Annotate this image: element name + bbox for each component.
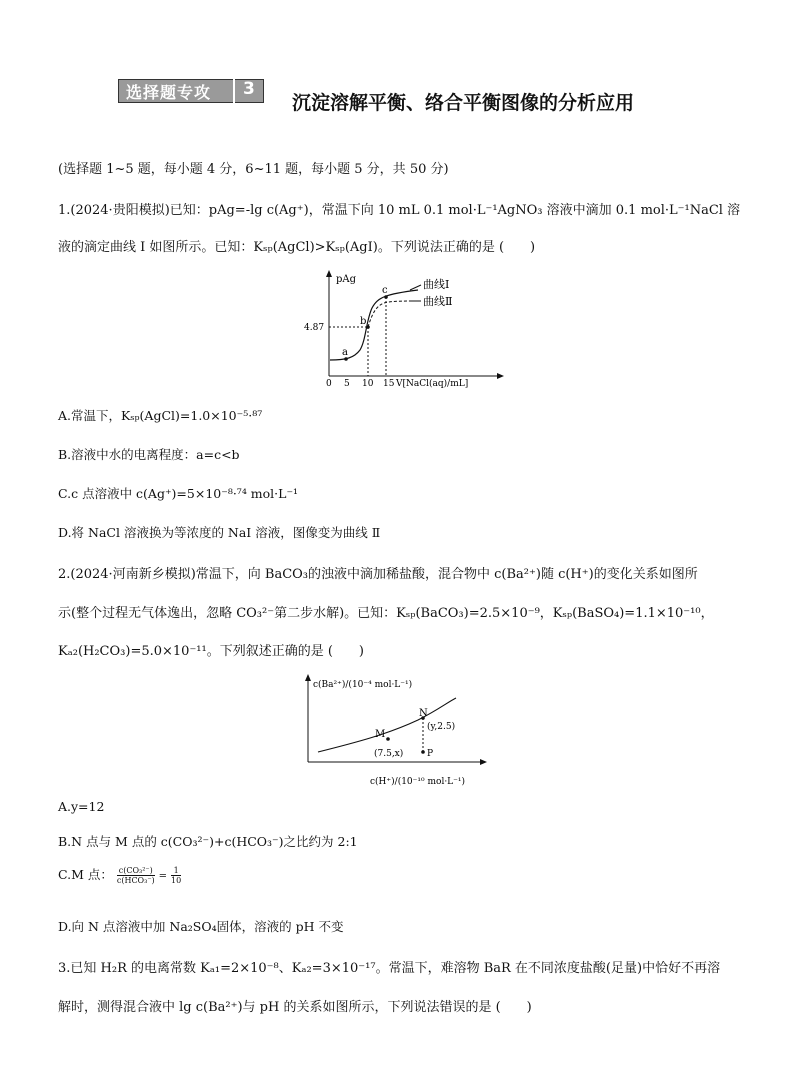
q2-y-arrow [305,674,311,681]
q2-option-c-ratio-num: 1 [171,866,181,876]
q2-label-n-coord: (y,2.5) [427,722,456,732]
q2-x-arrow [480,759,487,765]
q1-leader-1 [410,285,421,290]
q1-y-tick: 4.87 [304,323,325,333]
q2-y-label: c(Ba²⁺)/(10⁻⁴ mol·L⁻¹) [313,680,413,690]
q2-option-b[interactable]: B.N 点与 M 点的 c(CO₃²⁻)+c(HCO₃⁻)之比约为 2:1 [58,834,358,849]
q1-curve-2 [368,301,418,327]
q2-point-m [386,737,390,741]
q2-label-n: N [419,708,428,719]
q1-x-tick-15: 15 [383,379,395,389]
q1-label-c: c [382,285,388,296]
q2-option-a[interactable]: A.y=12 [58,799,105,814]
q1-option-c[interactable]: C.c 点溶液中 c(Ag⁺)=5×10⁻⁸·⁷⁴ mol·L⁻¹ [58,486,299,501]
q2-option-d[interactable]: D.向 N 点溶液中加 Na₂SO₄固体，溶液的 pH 不变 [58,919,344,934]
q3-stem-line2: 解时，测得混合液中 lg c(Ba²⁺)与 pH 的关系如图所示，下列说法错误的是 ( ) [58,1000,532,1015]
q1-label-b: b [360,316,367,327]
q2-option-c-fraction [117,866,155,885]
intro-text: (选择题 1~5 题，每小题 4 分，6~11 题，每小题 5 分，共 50 分) [58,162,449,177]
q2-option-c-ratio [171,866,181,885]
q1-x-label: V[NaCl(aq)/mL] [396,379,469,389]
q2-label-m-coord: (7.5,x) [374,749,404,759]
q1-curve2-label: 曲线Ⅱ [423,295,453,308]
q1-x-tick-5: 5 [344,379,350,389]
section-badge-number: 3 [243,79,255,99]
q1-label-a: a [342,347,348,358]
q1-x-tick-10: 10 [362,379,374,389]
section-badge-label: 选择题专攻 [126,83,212,102]
q2-option-c-numerator: c(CO₃²⁻) [118,866,153,875]
q2-option-c[interactable] [58,865,181,885]
q1-option-b[interactable]: B.溶液中水的电离程度：a=c<b [58,447,240,462]
q2-option-c-equals: = [158,871,168,882]
q1-point-b [366,325,370,329]
q2-stem-line2: 示(整个过程无气体逸出，忽略 CO₃²⁻第二步水解)。已知：Kₛₚ(BaCO₃)=2.5×10⁻⁹，Kₛₚ(BaSO₄)=1.1×10⁻¹⁰， [58,606,714,621]
q2-figure [298,672,494,790]
page-title: 沉淀溶解平衡、络合平衡图像的分析应用 [292,92,635,114]
q1-y-arrow [326,270,332,277]
badge-divider [233,79,235,103]
q2-point-p [421,750,425,754]
q2-label-m: M [375,729,386,740]
q2-option-c-prefix: C.M 点： [58,867,113,882]
q1-stem-line1: 1.(2024·贵阳模拟)已知：pAg=-lg c(Ag⁺)，常温下向 10 mL 0.1 mol·L⁻¹AgNO₃ 溶液中滴加 0.1 mol·L⁻¹NaCl 溶 [58,203,741,218]
q2-x-label: c(H⁺)/(10⁻¹⁰ mol·L⁻¹) [370,777,466,787]
q2-option-c-ratio-den: 10 [171,876,182,885]
q1-figure [296,266,506,390]
q2-label-p: P [427,749,434,759]
q1-option-a[interactable]: A.常温下，Kₛₚ(AgCl)=1.0×10⁻⁵·⁸⁷ [58,408,263,423]
q2-option-c-denominator: c(HCO₃⁻) [116,876,155,885]
q1-stem-line2: 液的滴定曲线 Ⅰ 如图所示。已知：Kₛₚ(AgCl)>Kₛₚ(AgI)。下列说法正确的是 ( ) [58,240,536,255]
q2-stem-line1: 2.(2024·河南新乡模拟)常温下，向 BaCO₃的浊液中滴加稀盐酸，混合物中 c(Ba²⁺)随 c(H⁺)的变化关系如图所 [58,567,698,582]
q1-y-label: pAg [336,274,357,285]
q2-stem-line3: Kₐ₂(H₂CO₃)=5.0×10⁻¹¹。下列叙述正确的是 ( ) [58,644,365,659]
q1-curve1-label: 曲线Ⅰ [423,278,450,291]
q3-stem-line1: 3.已知 H₂R 的电离常数 Kₐ₁=2×10⁻⁸、Kₐ₂=3×10⁻¹⁷。常温下，难溶物 BaR 在不同浓度盐酸(足量)中恰好不再溶 [58,961,721,976]
q1-x-arrow [497,373,504,379]
q1-x-tick-0: 0 [326,379,332,389]
q1-option-d[interactable]: D.将 NaCl 溶液换为等浓度的 NaI 溶液，图像变为曲线 Ⅱ [58,525,381,540]
